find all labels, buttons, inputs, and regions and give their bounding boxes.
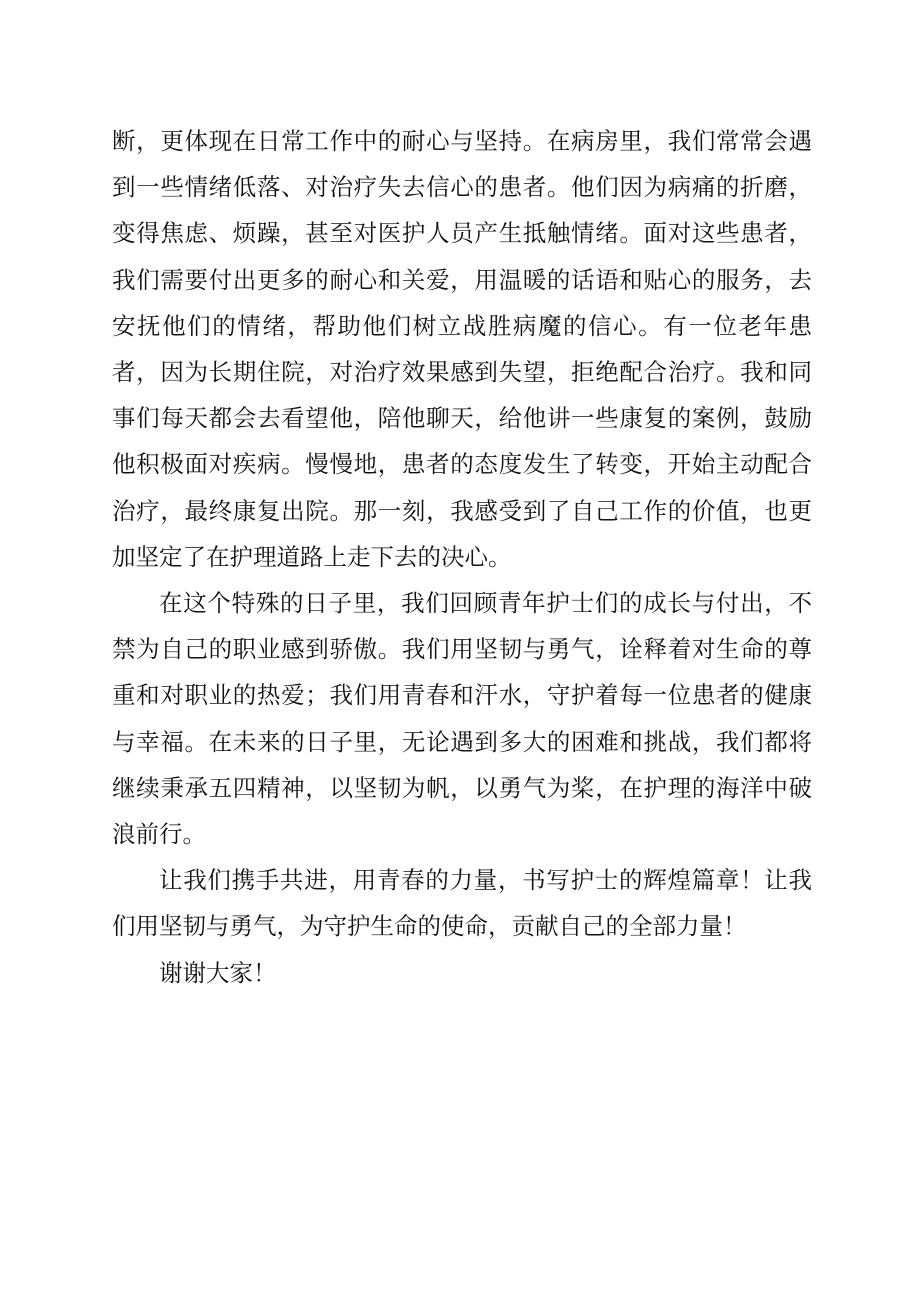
- paragraph-reflection: 在这个特殊的日子里，我们回顾青年护士们的成长与付出，不禁为自己的职业感到骄傲。我们用坚韧与勇气，诠释着对生命的尊重和对职业的热爱；我们用青春和汗水，守护着每一位患者的健康与幸福。在未来的日子里，无论遇到多大的困难和挑战，我们都将继续秉承五四精神，以坚韧为帆，以勇气为桨，在护理的海洋中破浪前行。: [112, 589, 812, 849]
- paragraph-call-to-action: 让我们携手共进，用青春的力量，书写护士的辉煌篇章！让我们用坚韧与勇气，为守护生命的使命，贡献自己的全部力量！: [112, 866, 812, 941]
- paragraph-continued: 断，更体现在日常工作中的耐心与坚持。在病房里，我们常常会遇到一些情绪低落、对治疗失去信心的患者。他们因为病痛的折磨，变得焦虑、烦躁，甚至对医护人员产生抵触情绪。面对这些患者，我们需要付出更多的耐心和关爱，用温暖的话语和贴心的服务，去安抚他们的情绪，帮助他们树立战胜病魔的信心。有一位老年患者，因为长期住院，对治疗效果感到失望，拒绝配合治疗。我和同事们每天都会去看望他，陪他聊天，给他讲一些康复的案例，鼓励他积极面对疾病。慢慢地，患者的态度发生了转变，开始主动配合治疗，最终康复出院。那一刻，我感受到了自己工作的价值，也更加坚定了在护理道路上走下去的决心。: [112, 127, 812, 571]
- document-body: [112, 118, 812, 996]
- paragraph-thanks: 谢谢大家！: [159, 958, 277, 987]
